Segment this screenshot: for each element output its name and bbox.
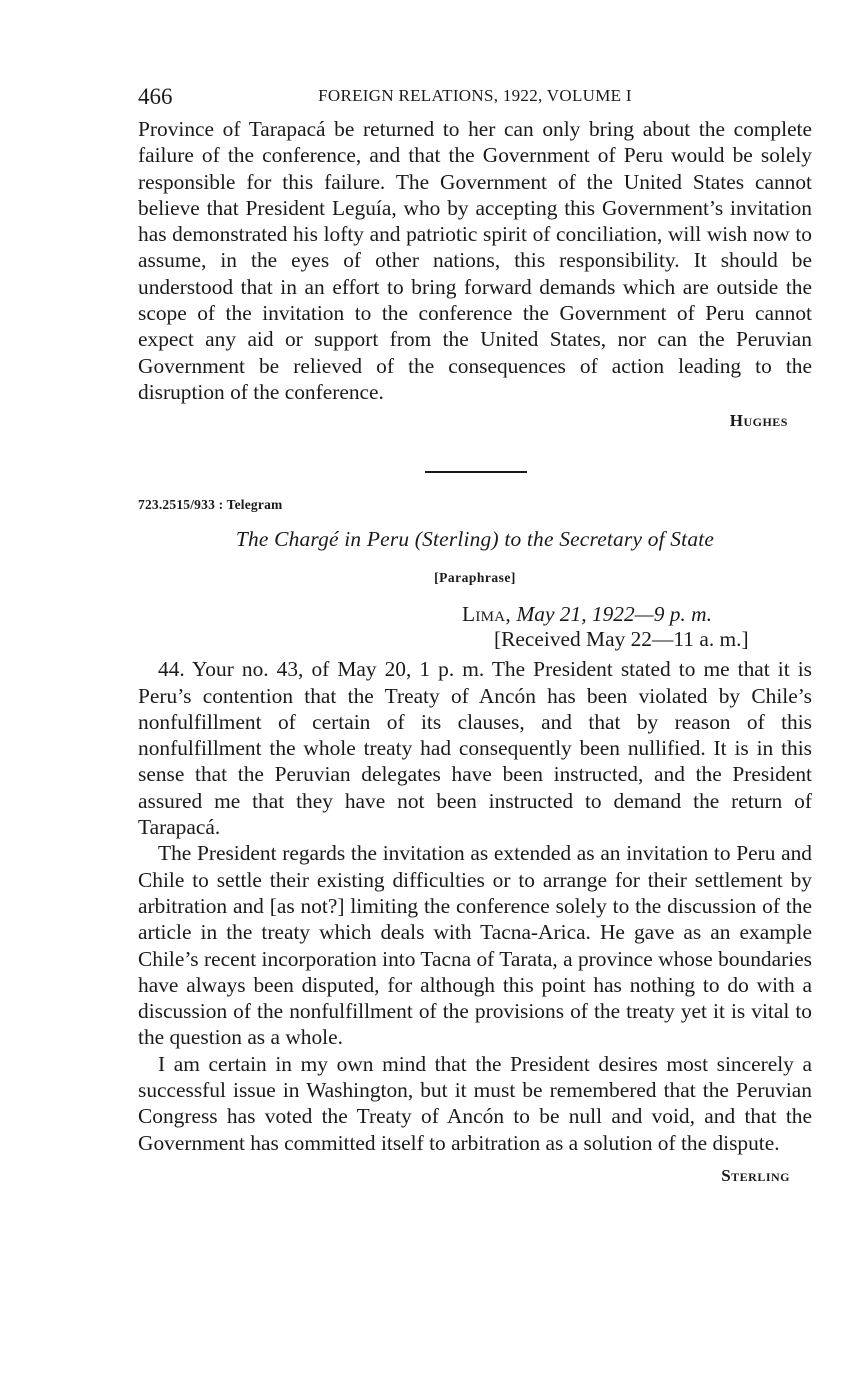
section-divider — [425, 471, 527, 473]
paraphrase-note: [Paraphrase] — [434, 570, 516, 586]
received-line: [Received May 22—11 a. m.] — [494, 627, 749, 652]
signature-sterling: Sterling — [721, 1165, 790, 1185]
running-title: FOREIGN RELATIONS, 1922, VOLUME I — [318, 86, 632, 105]
dateline — [462, 602, 812, 627]
document-page — [138, 82, 812, 1186]
file-reference: 723.2515/933 : Telegram — [138, 497, 283, 513]
document-title: The Chargé in Peru (Sterling) to the Secretary of State — [235, 527, 715, 552]
dateline-place: Lima, — [462, 602, 512, 627]
body-paragraph: 44. Your no. 43, of May 20, 1 p. m. The President stated to me that it is Peru’s contention that the Treaty of Ancón has been violated by Chile’s nonfulfillment of certain of its clauses, and that by reason of this nonfulfillment the whole treaty had consequently been nullified. It is in this sense that the Peruvian delegates have been instructed, and the President assured me that they have not been instructed to demand the return of Tarapacá. — [138, 657, 812, 840]
telegram-body — [138, 656, 812, 1156]
body-paragraph: The President regards the invitation as extended as an invitation to Peru and Chile to settle their existing difficulties or to arrange for their settlement by arbitration and [as not?] limiting the conference solely to the discussion of the article in the treaty which deals with Tacna-Arica. He gave as an example Chile’s recent incorporation into Tacna of Tarata, a province whose boundaries have always been disputed, for although this point has nothing to do with a discussion of the nonfulfillment of the provisions of the treaty yet it is vital to the question as a whole. — [138, 841, 812, 1050]
running-header — [138, 82, 812, 116]
body-paragraph: I am certain in my own mind that the President desires most sincerely a successful issue in Washington, but it must be remembered that the Peruvian Congress has voted the Treaty of Ancón to be null and void, and that the Government has committed itself to arbitration as a solution of the dispute. — [138, 1051, 812, 1155]
signature-hughes: Hughes — [729, 411, 788, 431]
page-number: 466 — [138, 84, 173, 109]
continuation-paragraph: Province of Tarapacá be returned to her can only bring about the complete failure of the conference, and that the Government of Peru would be solely responsible for this failure. The Government of the United States cannot believe that President Leguía, who by accepting this Government’s invitation has demonstrated his lofty and patriotic spirit of conciliation, will wish now to assume, in the eyes of other nations, this responsibility. It should be understood that in an effort to bring forward demands which are outside the scope of the invitation to the conference the Government of Peru cannot expect any aid or support from the United States, nor can the Peruvian Government be relieved of the consequences of action leading to the disruption of the conference. — [138, 117, 812, 404]
dateline-date: May 21, 1922—9 p. m. — [516, 602, 712, 627]
